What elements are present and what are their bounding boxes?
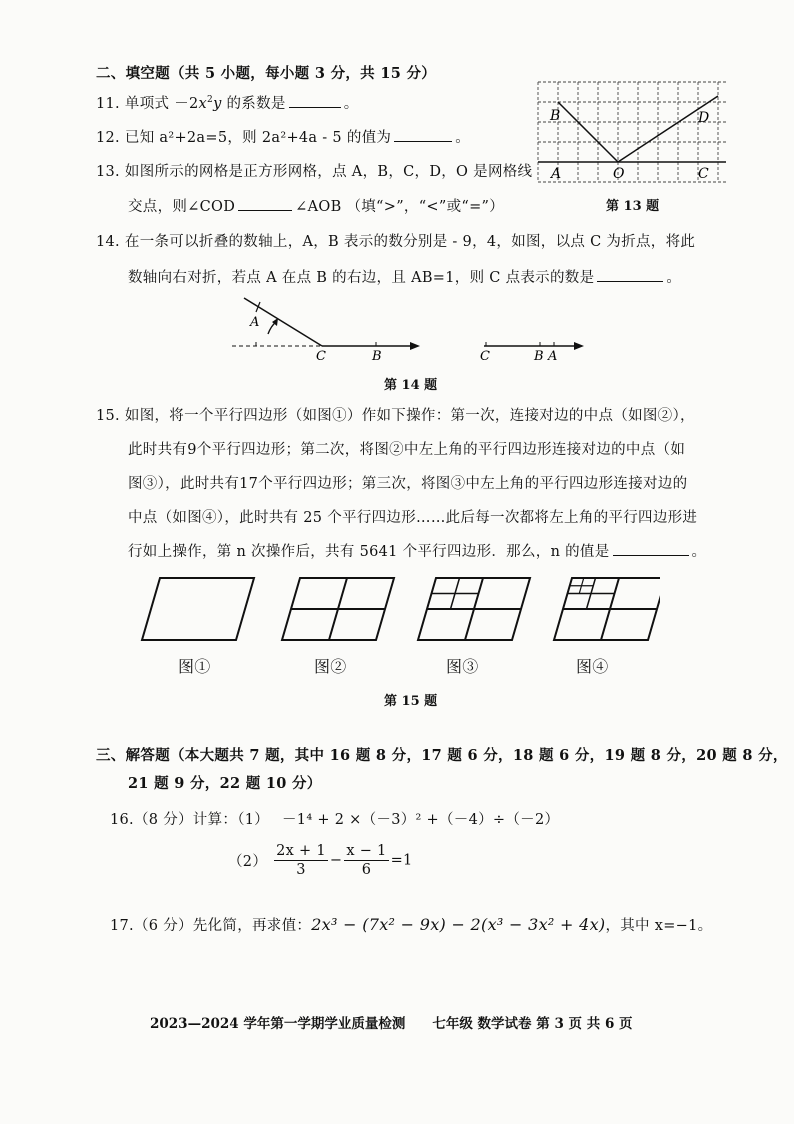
q17-expression: 2x³ − (7x² − 9x) − 2(x³ − 3x² + 4x) xyxy=(311,915,606,934)
q15-fig3-label: 图③ xyxy=(446,657,479,676)
q11-prefix: 单项式 xyxy=(124,96,170,112)
q13-label-d: D xyxy=(698,110,710,126)
question-15-line5: 行如上操作，第 n 次操作后，共有 5641 个平行四边形．那么，n 的值是 。 xyxy=(128,544,707,560)
question-12: 12. 已知 a²+2a=5，则 2a²+4a - 5 的值为 。 xyxy=(96,130,471,146)
q15-number: 15. xyxy=(96,408,120,424)
q14-fold-label-b: B xyxy=(372,349,382,362)
q15-fig2-label: 图② xyxy=(314,657,347,676)
q12-number: 12. xyxy=(96,130,120,146)
question-15-line1: 15. 如图，将一个平行四边形（如图①）作如下操作：第一次，连接对边的中点（如图②）， xyxy=(96,408,695,424)
q16-fraction-1: $\frac{2x + 1}{3}$ xyxy=(276,843,326,878)
q17-condition: ，其中 x=−1。 xyxy=(605,918,713,934)
q15-fig1-shape xyxy=(142,578,254,640)
q14-fold-label-a: A xyxy=(250,315,260,330)
section3-heading-line1: 三、解答题（本大题共 7 题，其中 16 题 8 分，17 题 6 分，18 题 6 分，19 题 8 分，20 题 8 分， xyxy=(96,747,788,764)
q12-text: 已知 a²+2a=5，则 2a²+4a - 5 的值为 xyxy=(124,130,392,146)
q13-label-a: A xyxy=(551,166,562,182)
q11-answer-blank[interactable] xyxy=(289,95,341,108)
q14-answer-blank[interactable] xyxy=(597,269,663,282)
q14-fold-figure xyxy=(226,290,426,362)
q16-number: 16.（8 分）计算：（1） xyxy=(110,812,270,828)
q14-folded-label-b: B xyxy=(534,349,544,364)
question-16-part2: （2） $\frac{2x + 1}{3}$ − $\frac{x - 1}{6}$ =1 xyxy=(228,843,413,878)
q15-fig1-label: 图① xyxy=(178,657,211,676)
q15-figures xyxy=(140,574,660,644)
q15-fig4-label: 图④ xyxy=(576,657,609,676)
question-13-line1: 13. 如图所示的网格是正方形网格，点 A，B，C，D，O 是网格线 xyxy=(96,164,533,180)
q11-expression: $-2x^2y$ xyxy=(174,95,222,112)
q15-caption: 第 15 题 xyxy=(384,694,438,709)
q14-fold-label-c: C xyxy=(316,349,326,362)
q17-number: 17.（6 分）先化简，再求值： xyxy=(110,918,312,934)
q13-caption: 第 13 题 xyxy=(606,199,660,214)
question-16-part1 xyxy=(110,808,559,829)
q11-number: 11. xyxy=(96,96,120,112)
q13-grid-figure xyxy=(536,80,728,184)
question-11: 11. 单项式 $-2x^2y$ 的系数是 。 xyxy=(96,95,359,112)
q13-label-b: B xyxy=(550,108,561,124)
section3-heading-line2: 21 题 9 分，22 题 10 分） xyxy=(128,775,322,792)
question-13-line2: 交点，则∠COD ∠AOB （填“>”，“<”或“=”） xyxy=(128,199,505,215)
q15-answer-blank[interactable] xyxy=(613,543,689,556)
q13-answer-blank[interactable] xyxy=(238,198,292,211)
q14-caption: 第 14 题 xyxy=(384,378,438,393)
question-15-line4: 中点（如图④），此时共有 25 个平行四边形……此后每一次都将左上角的平行四边形进 xyxy=(128,510,698,526)
q11-suffix: 的系数是 xyxy=(226,96,286,112)
q14-folded-label-a: A xyxy=(548,349,558,364)
q14-folded-label-c: C xyxy=(480,349,490,364)
q14-folded-figure xyxy=(474,330,590,364)
q16-fraction-2: $\frac{x - 1}{6}$ xyxy=(346,843,387,878)
question-17 xyxy=(110,914,712,935)
q12-answer-blank[interactable] xyxy=(394,129,452,142)
q16-expression-1: －1⁴ + 2 ×（－3）² +（－4）÷（－2） xyxy=(282,812,560,828)
page-footer: 2023—2024 学年第一学期学业质量检测 七年级 数学试卷 第 3 页 共 6 页 xyxy=(150,1016,633,1032)
q13-number: 13. xyxy=(96,164,120,180)
question-15-line2: 此时共有9个平行四边形；第二次，将图②中左上角的平行四边形连接对边的中点（如 xyxy=(128,442,686,458)
section2-heading: 二、填空题（共 5 小题，每小题 3 分，共 15 分） xyxy=(96,65,437,82)
q13-label-o: O xyxy=(613,166,625,182)
q14-number: 14. xyxy=(96,234,120,250)
question-14-line2: 数轴向右对折，若点 A 在点 B 的右边，且 AB=1，则 C 点表示的数是 。 xyxy=(128,270,682,286)
q13-label-c: C xyxy=(698,166,709,182)
question-15-line3: 图③），此时共有17个平行四边形；第三次，将图③中左上角的平行四边形连接对边的 xyxy=(128,476,688,492)
question-14-line1: 14. 在一条可以折叠的数轴上，A，B 表示的数分别是 - 9，4，如图，以点 C 为折点，将此 xyxy=(96,234,696,250)
